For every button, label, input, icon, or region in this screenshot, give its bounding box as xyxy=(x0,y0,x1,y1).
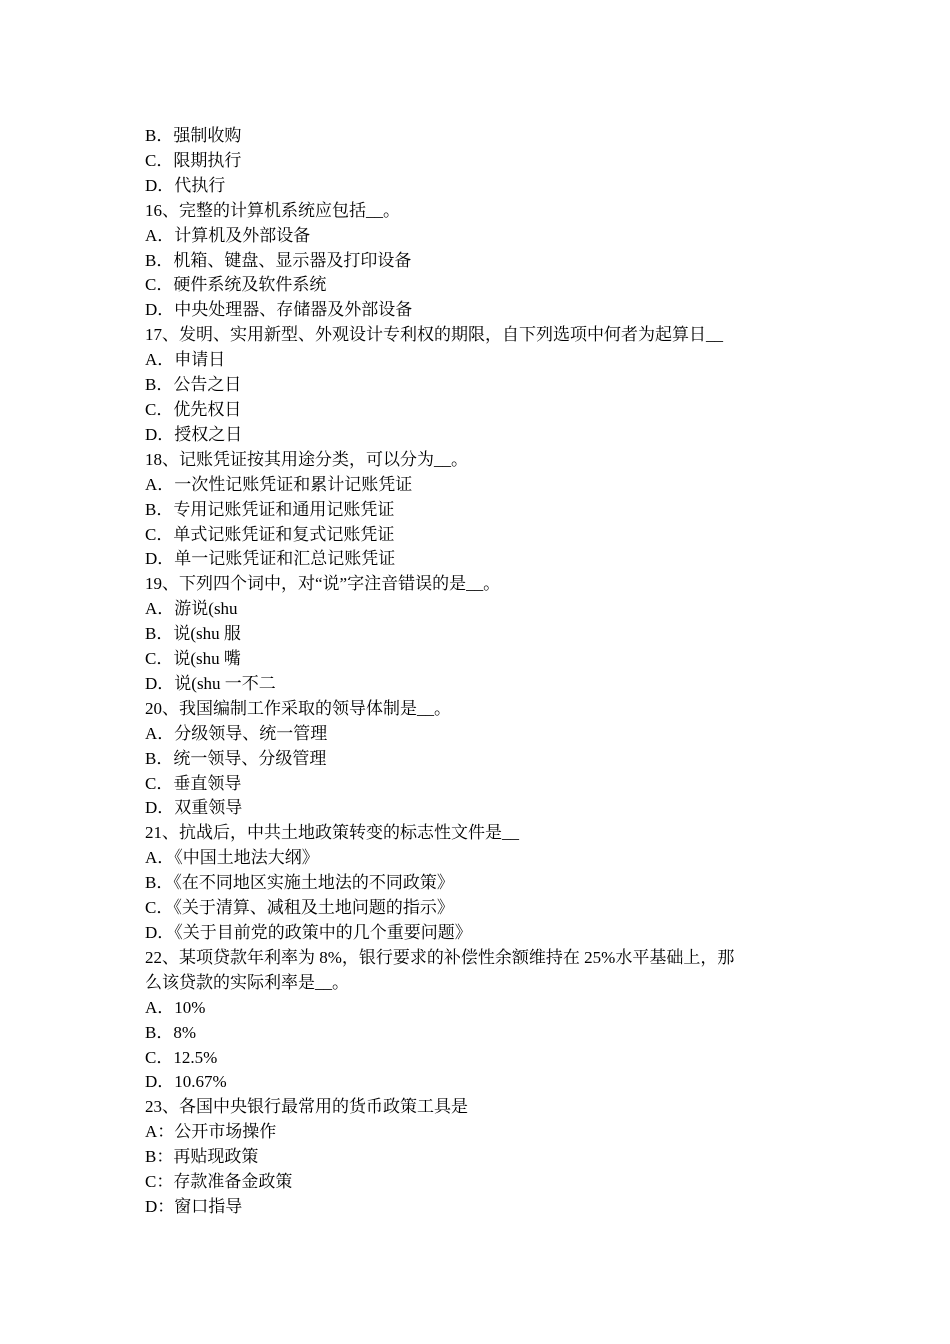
question-line: 18、记账凭证按其用途分类，可以分为__。 xyxy=(145,449,468,469)
option-line: D．《关于目前党的政策中的几个重要问题》 xyxy=(145,923,472,942)
option-line: B：再贴现政策 xyxy=(145,1147,259,1167)
question-line: 17、发明、实用新型、外观设计专利权的期限，自下列选项中何者为起算日__ xyxy=(145,325,723,345)
option-line: B．强制收购 xyxy=(145,126,242,145)
question-text-block xyxy=(145,124,810,1220)
option-line: D：窗口指导 xyxy=(145,1196,243,1216)
option-line: C：存款准备金政策 xyxy=(145,1172,293,1192)
option-line: C．《关于清算、减租及土地问题的指示》 xyxy=(145,898,454,918)
option-line: B．统一领导、分级管理 xyxy=(145,748,327,768)
question-line: 20、我国编制工作采取的领导体制是__。 xyxy=(145,698,451,718)
question-line: 22、某项贷款年利率为 8%，银行要求的补偿性余额维持在 25%水平基础上，那 xyxy=(145,947,735,967)
option-line: D．说(shu 一不二 xyxy=(145,673,276,693)
option-line: C．硬件系统及软件系统 xyxy=(145,275,327,295)
option-line: D．授权之日 xyxy=(145,424,243,444)
option-line: D．10.67% xyxy=(145,1072,227,1092)
option-line: C．12.5% xyxy=(145,1047,218,1067)
option-line: C．优先权日 xyxy=(145,399,242,419)
question-line: 21、抗战后，中共土地政策转变的标志性文件是__ xyxy=(145,823,519,843)
option-line: A．一次性记账凭证和累计记账凭证 xyxy=(145,474,413,494)
question-line-continued: 么该贷款的实际利率是__。 xyxy=(145,972,349,992)
option-line: B．说(shu 服 xyxy=(145,624,241,644)
option-line: A．《中国土地法大纲》 xyxy=(145,848,319,868)
option-line: B．专用记账凭证和通用记账凭证 xyxy=(145,499,395,519)
option-line: A．10% xyxy=(145,997,206,1017)
option-line: D．双重领导 xyxy=(145,798,243,818)
option-line: A．申请日 xyxy=(145,350,226,370)
option-line: B．公告之日 xyxy=(145,375,242,395)
option-line: A．计算机及外部设备 xyxy=(145,225,311,245)
option-line: A．分级领导、统一管理 xyxy=(145,723,328,743)
option-line: C．单式记账凭证和复式记账凭证 xyxy=(145,524,395,544)
option-line: B．《在不同地区实施土地法的不同政策》 xyxy=(145,873,454,893)
option-line: B．8% xyxy=(145,1022,196,1042)
option-line: C．说(shu 嘴 xyxy=(145,649,241,669)
question-line: 16、完整的计算机系统应包括__。 xyxy=(145,200,400,220)
question-line: 23、各国中央银行最常用的货币政策工具是 xyxy=(145,1097,468,1117)
option-line: D．单一记账凭证和汇总记账凭证 xyxy=(145,549,396,569)
question-line: 19、下列四个词中，对“说”字注音错误的是__。 xyxy=(145,574,501,594)
option-line: C．垂直领导 xyxy=(145,773,242,793)
option-line: A：公开市场操作 xyxy=(145,1122,277,1142)
option-line: A．游说(shu xyxy=(145,599,238,619)
option-line: B．机箱、键盘、显示器及打印设备 xyxy=(145,250,412,270)
option-line: C．限期执行 xyxy=(145,150,242,170)
option-line: D．中央处理器、存储器及外部设备 xyxy=(145,300,413,320)
option-line: D．代执行 xyxy=(145,175,226,195)
